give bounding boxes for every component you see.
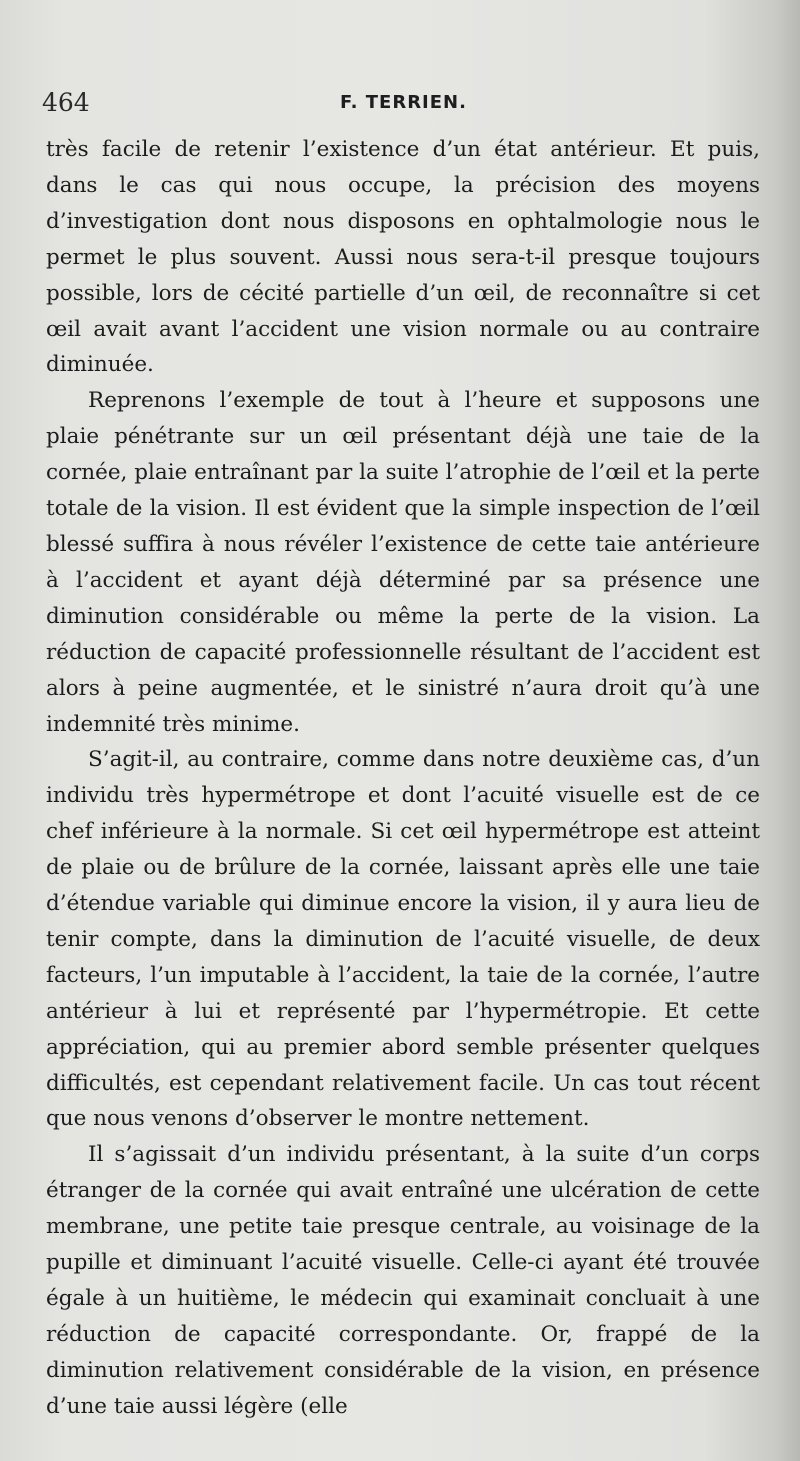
paragraph-3: S’agit-il, au contraire, comme dans notre deuxième cas, d’un individu très hypermétrope et dont l’acuité visuelle est de ce chef inférieure à la normale. Si cet œil hypermétrope est atteint de plaie ou de brûlure de la cornée, laissant après elle une taie d’étendue variable qui diminue encore la vision, il y aura lieu de tenir compte, dans la diminution de l’acuité visuelle, de deux facteurs, l’un imputable à l’accident, la taie de la cornée, l’autre antérieur à lui et représenté par l’hypermétropie. Et cette appréciation, qui au premier abord semble présenter quelques difficultés, est cependant relativement facile. Un cas tout récent que nous venons d’observer le montre nettement.	[46, 747, 760, 1132]
page-number: 464	[42, 88, 90, 117]
page-header	[42, 88, 760, 120]
paragraph-1: très facile de retenir l’existence d’un état antérieur. Et puis, dans le cas qui nous occupe, la précision des moyens d’investigation dont nous disposons en ophtalmologie nous le permet le plus souvent. Aussi nous sera-t-il presque toujours possible, lors de cécité partielle d’un œil, de reconnaître si cet œil avait avant l’accident une vision normale ou au contraire diminuée.	[46, 137, 760, 378]
running-head: F. TERRIEN.	[340, 92, 467, 113]
paragraph-2: Reprenons l’exemple de tout à l’heure et supposons une plaie pénétrante sur un œil présentant déjà une taie de la cornée, plaie entraînant par la suite l’atrophie de l’œil et la perte totale de la vision. Il est évident que la simple inspection de l’œil blessé suffira à nous révéler l’existence de cette taie antérieure à l’accident et ayant déjà déterminé par sa présence une diminution considérable ou même la perte de la vision. La réduction de capacité professionnelle résultant de l’accident est alors à peine augmentée, et le sinistré n’aura droit qu’à une indemnité très minime.	[46, 388, 760, 737]
paragraph-4: Il s’agissait d’un individu présentant, à la suite d’un corps étranger de la cornée qui avait entraîné une ulcération de cette membrane, une petite taie presque centrale, au voisinage de la pupille et diminuant l’acuité visuelle. Celle-ci ayant été trouvée égale à un huitième, le médecin qui examinait concluait à une réduction de capacité correspondante. Or, frappé de la diminution relativement considérable de la vision, en présence d’une taie aussi légère (elle	[46, 1142, 760, 1419]
page-body	[46, 132, 760, 1425]
